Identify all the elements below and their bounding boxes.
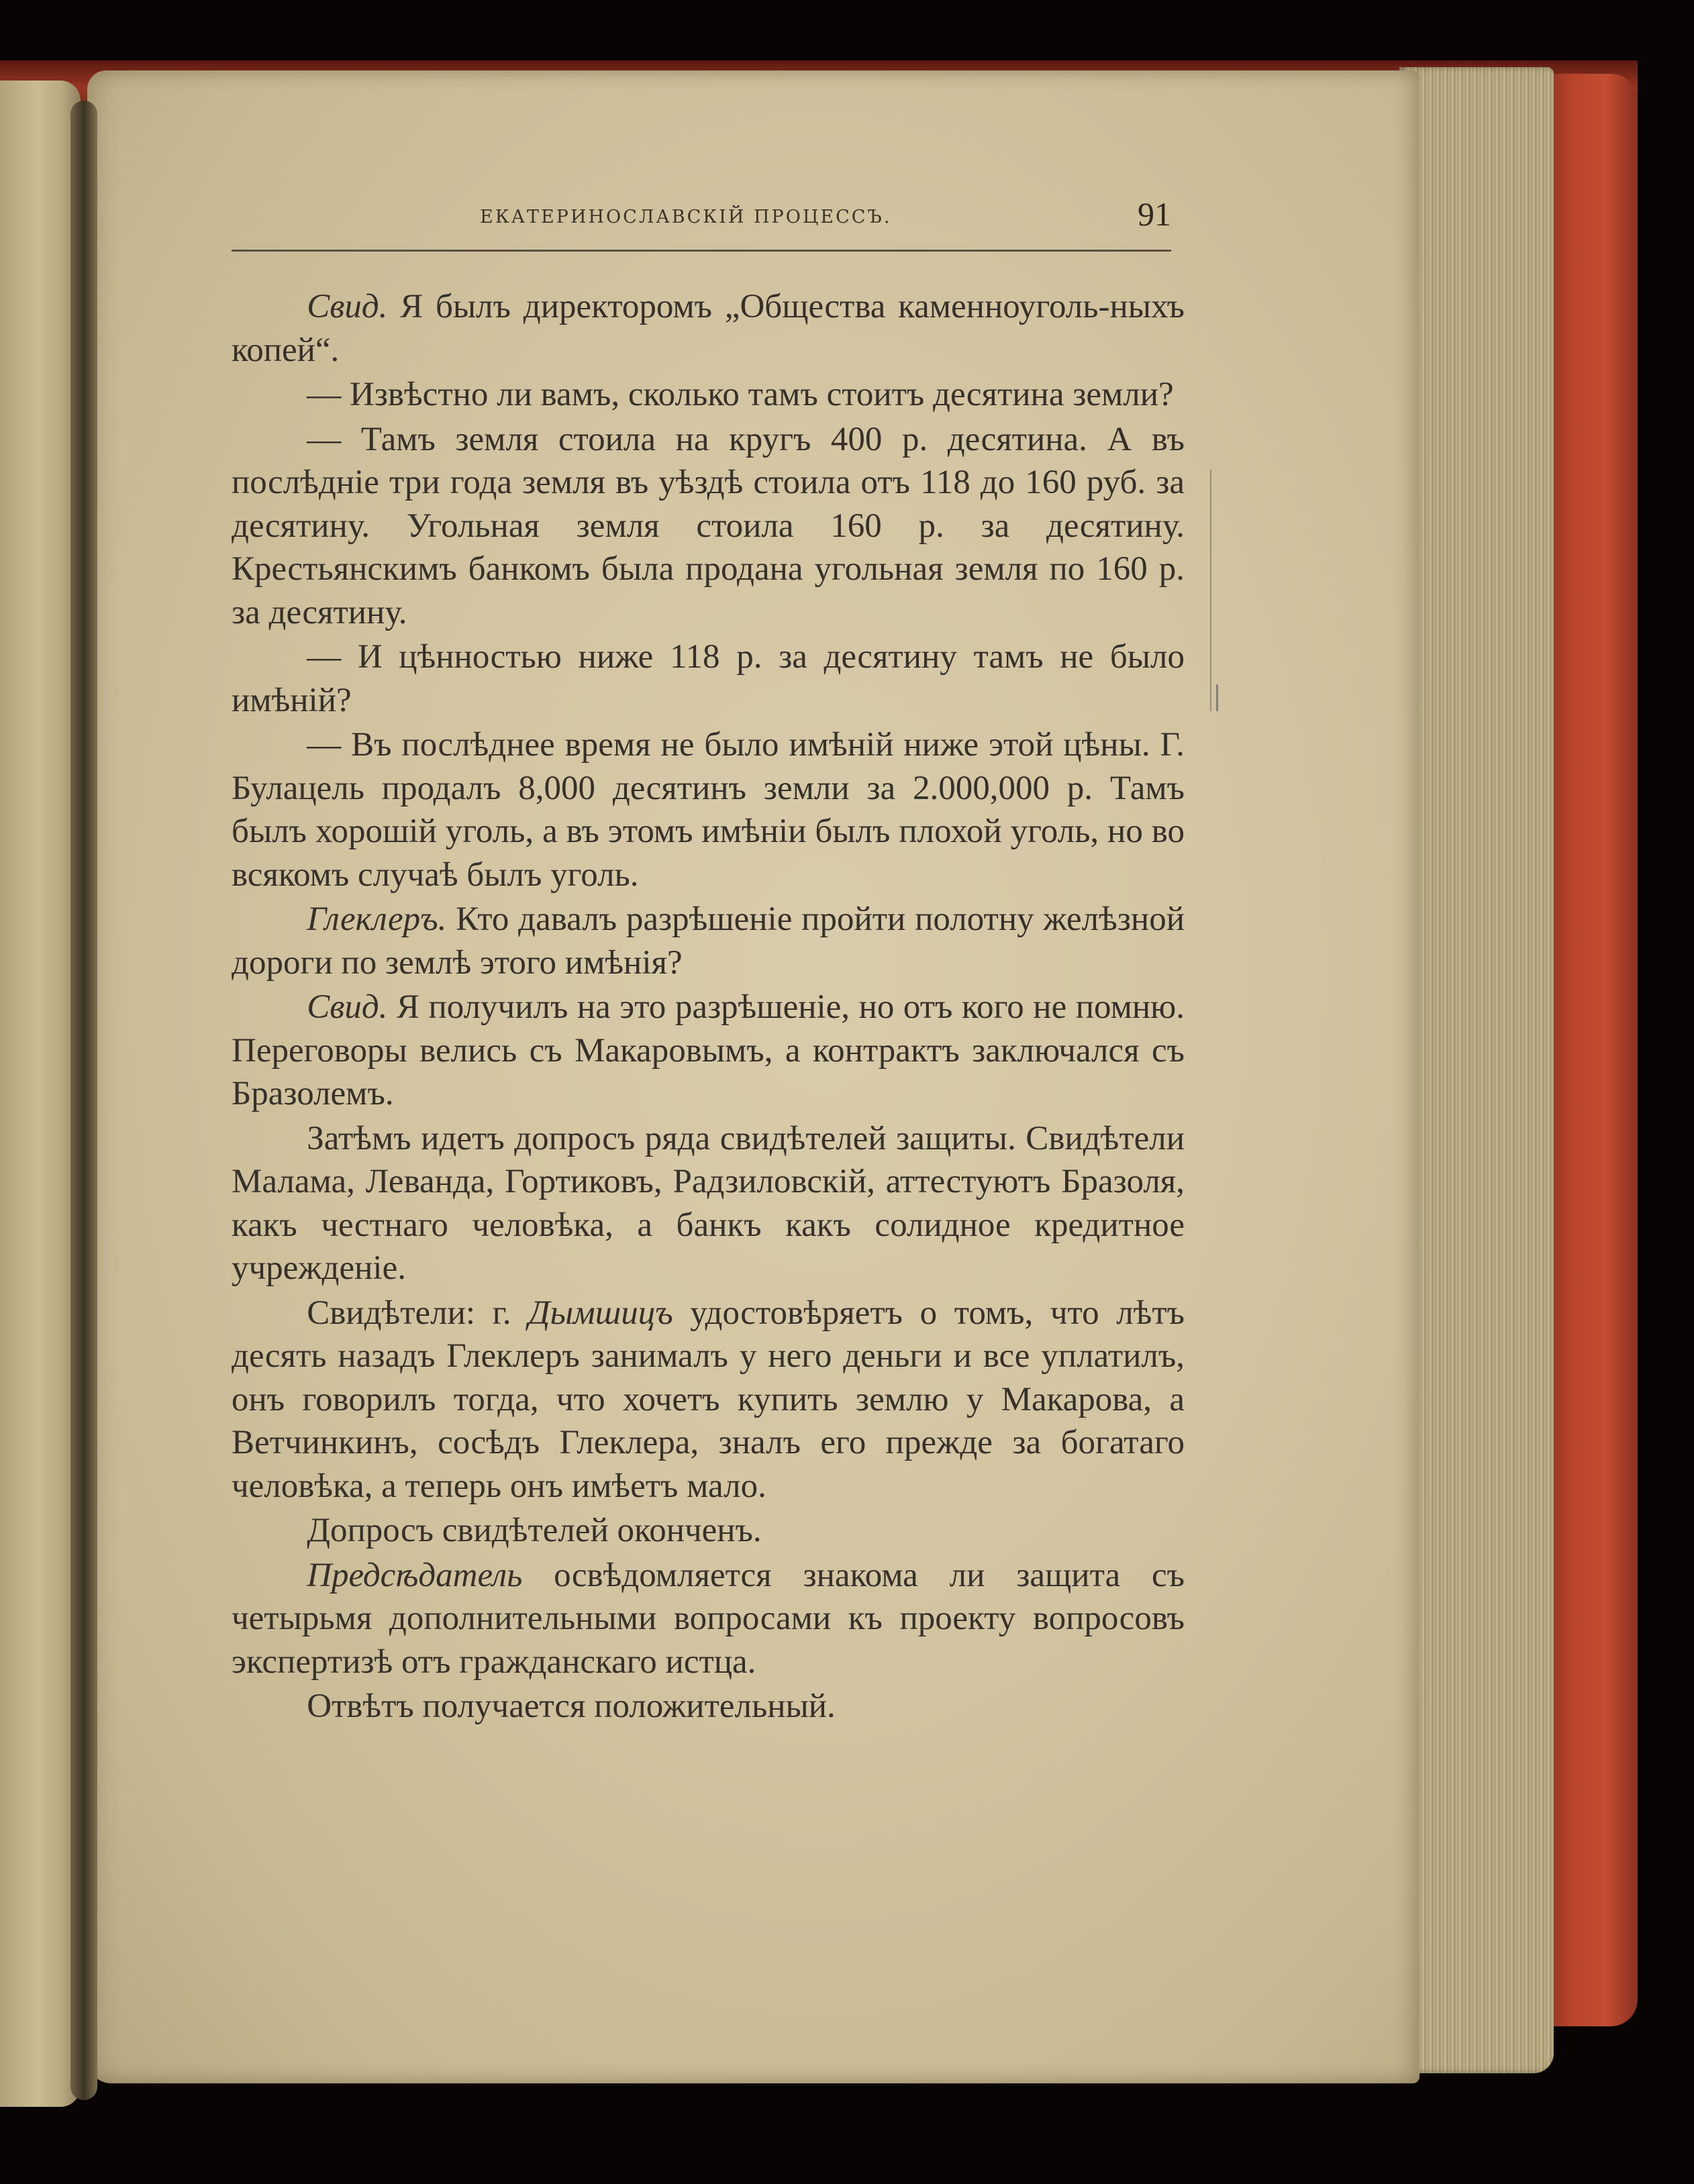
paragraph bbox=[232, 898, 1185, 984]
paragraph bbox=[232, 418, 1185, 635]
paragraph-text: — И цѣнностью ниже 118 р. за десятину тамъ не было имѣній? bbox=[232, 638, 1185, 719]
witness-name: Дымшицъ bbox=[528, 1294, 673, 1332]
paragraph bbox=[232, 1509, 1185, 1553]
paragraph bbox=[232, 723, 1185, 896]
paragraph bbox=[232, 285, 1185, 372]
page-body-text bbox=[232, 285, 1185, 1730]
paragraph-text: освѣдомляется знакома ли защита съ четырьмя дополнительными вопросами къ проекту вопросовъ экспертизѣ отъ гражданскаго истца. bbox=[232, 1556, 1185, 1681]
paragraph-text: — Извѣстно ли вамъ, сколько тамъ стоитъ десятина земли? bbox=[307, 376, 1174, 413]
pencil-margin-mark bbox=[1216, 684, 1222, 711]
running-title: ЕКАТЕРИНОСЛАВСКІЙ ПРОЦЕССЪ. bbox=[480, 207, 892, 227]
paragraph bbox=[232, 1554, 1185, 1684]
paragraph-text: Затѣмъ идетъ допросъ ряда свидѣтелей защиты. Свидѣтели Малама, Леванда, Гортиковъ, Радзиловскій, аттестуютъ Бразоля, какъ честнаго человѣка, а банкъ какъ солидное кредитное учрежденіе. bbox=[232, 1119, 1185, 1287]
paragraph-text: Допросъ свидѣтелей оконченъ. bbox=[307, 1512, 762, 1549]
pencil-margin-mark bbox=[1210, 470, 1215, 711]
speaker-label: Свид. bbox=[307, 988, 388, 1026]
paragraph bbox=[232, 373, 1185, 417]
speaker-label: Предсѣдатель bbox=[307, 1556, 523, 1594]
speaker-label: Глеклеръ. bbox=[307, 900, 447, 938]
paragraph-text: Кто давалъ разрѣшеніе пройти полотну желѣзной дороги по землѣ этого имѣнія? bbox=[232, 900, 1185, 982]
paragraph bbox=[232, 635, 1185, 722]
paragraph-text: — Тамъ земля стоила на кругъ 400 р. десятина. А въ послѣдніе три года земля въ уѣздѣ стоила отъ 118 до 160 руб. за десятину. Угольная земля стоила 160 р. за десятину. Крестьянскимъ банкомъ была продана угольная земля по 160 р. за десятину. bbox=[232, 420, 1185, 631]
paragraph-text: Отвѣтъ получается положительный. bbox=[307, 1687, 836, 1725]
page-header bbox=[232, 193, 1171, 254]
paragraph bbox=[232, 1685, 1185, 1728]
page-number: 91 bbox=[1138, 195, 1171, 233]
book-gutter bbox=[70, 101, 97, 2100]
left-facing-page bbox=[0, 81, 81, 2107]
paragraph-text: — Въ послѣднее время не было имѣній ниже этой цѣны. Г. Булацель продалъ 8,000 десятинъ земли за 2.000,000 р. Тамъ былъ хорошій уголь, а въ этомъ имѣніи былъ плохой уголь, но во всякомъ случаѣ былъ уголь. bbox=[232, 726, 1185, 894]
paragraph-text: Свидѣтели: г. bbox=[307, 1294, 529, 1332]
page-stack-edge bbox=[1399, 67, 1554, 2073]
paragraph-text: Я получилъ на это разрѣшеніе, но отъ кого не помню. Переговоры велись съ Макаровымъ, а контрактъ заключался съ Бразолемъ. bbox=[232, 988, 1185, 1112]
paragraph-text: Я былъ директоромъ „Общества каменноуголь-ныхъ копей“. bbox=[232, 288, 1185, 369]
paragraph bbox=[232, 986, 1185, 1116]
header-rule bbox=[232, 250, 1171, 252]
speaker-label: Свид. bbox=[307, 288, 388, 325]
paragraph bbox=[232, 1117, 1185, 1290]
paragraph-text: удостовѣряетъ о томъ, что лѣтъ десять назадъ Глеклеръ занималъ у него деньги и все уплатилъ, онъ говорилъ тогда, что хочетъ купить землю у Макарова, а Ветчинкинъ, сосѣдъ Глеклера, зналъ его прежде за богатаго человѣка, а теперь онъ имѣетъ мало. bbox=[232, 1294, 1185, 1505]
paragraph bbox=[232, 1292, 1185, 1508]
